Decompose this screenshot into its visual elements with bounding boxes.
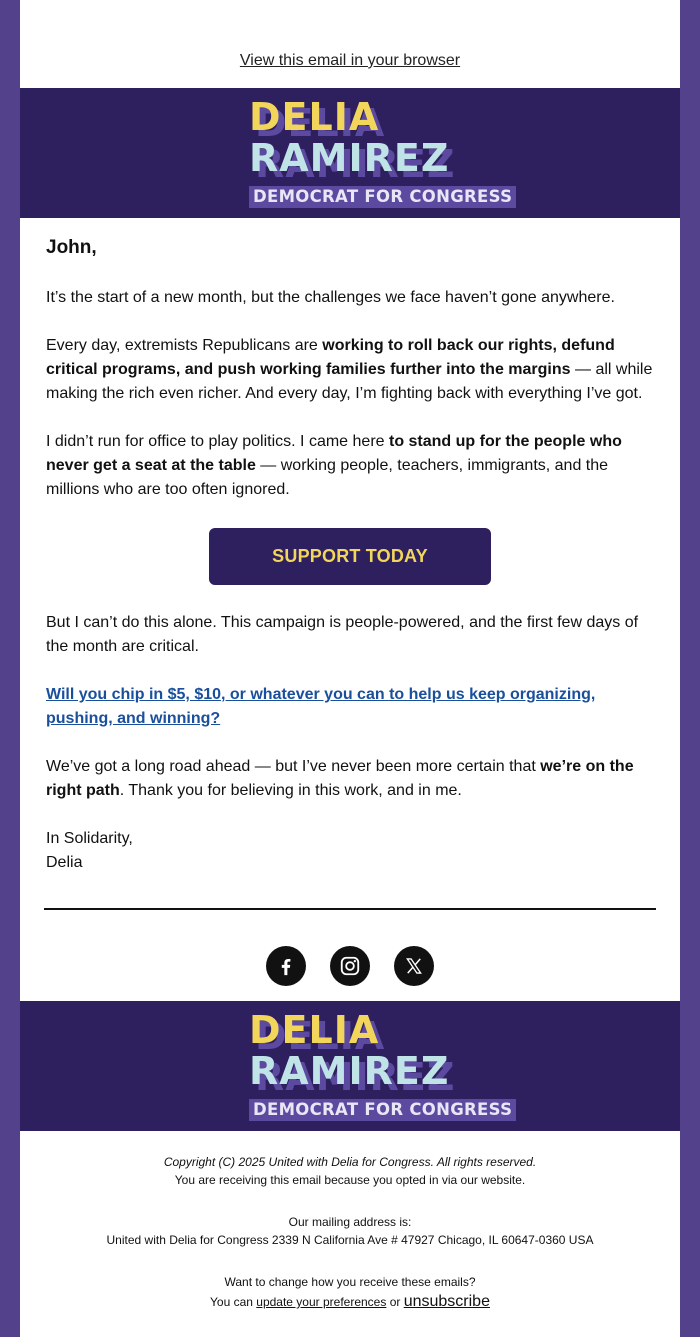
greeting: John,	[46, 237, 97, 258]
header-logo-band	[20, 88, 680, 218]
campaign-logo	[249, 95, 513, 210]
paragraph-6-bold: we’re on the right path	[46, 758, 634, 799]
logo-first-name: DELIA	[249, 95, 380, 139]
update-preferences-link[interactable]: update your preferences	[256, 1295, 387, 1309]
unsubscribe-link[interactable]: unsubscribe	[403, 1293, 490, 1310]
paragraph-4: But I can’t do this alone. This campaign is people-powered, and the first few days of the month are critical.	[46, 614, 639, 655]
chip-in-link[interactable]: Will you chip in $5, $10, or whatever you can to help us keep organizing, pushing, and winning?	[46, 686, 596, 727]
paragraph-2-end: — all while making the rich even richer. And every day, I’m fighting back with everything I’ve got.	[46, 361, 653, 402]
paragraph-5	[46, 683, 658, 731]
support-today-button[interactable]: SUPPORT TODAY	[209, 528, 491, 585]
logo-tagline: DEMOCRAT FOR CONGRESS	[249, 186, 516, 208]
paragraph-3-bold: to stand up for the people who never get a seat at the table	[46, 433, 622, 474]
you-can-text: You can	[210, 1295, 257, 1309]
logo-tagline: DEMOCRAT FOR CONGRESS	[249, 1099, 516, 1121]
logo-first-name: DELIA	[249, 1008, 380, 1052]
copyright: Copyright (C) 2025 United with Delia for Congress. All rights reserved.	[163, 1155, 537, 1169]
paragraph-2	[46, 334, 658, 406]
or-text: or	[386, 1295, 404, 1309]
footer-logo-band	[20, 1001, 680, 1131]
change-prompt: Want to change how you receive these emails?	[224, 1275, 476, 1289]
logo-last-name: RAMIREZ	[249, 136, 450, 180]
paragraph-1: It’s the start of a new month, but the challenges we face haven’t gone anywhere.	[46, 289, 615, 306]
facebook-icon[interactable]	[266, 946, 306, 986]
paragraph-6-text: We’ve got a long road ahead — but I’ve never been more certain that	[46, 758, 541, 775]
opt-in-reason: You are receiving this email because you opted in via our website.	[174, 1173, 526, 1187]
paragraph-2-bold: working to roll back our rights, defund critical programs, and push working families further into the margins	[46, 337, 615, 378]
preferences-line	[20, 1293, 680, 1311]
social-links	[20, 946, 680, 986]
address-label: Our mailing address is:	[288, 1215, 412, 1229]
paragraph-3-end: — working people, teachers, immigrants, and the millions who are too often ignored.	[46, 457, 609, 498]
logo-last-name: RAMIREZ	[249, 1049, 450, 1093]
signoff: In Solidarity,	[46, 830, 133, 847]
signoff-block	[46, 827, 658, 875]
x-icon[interactable]	[394, 946, 434, 986]
paragraph-6-end: . Thank you for believing in this work, and in me.	[119, 782, 462, 799]
view-in-browser-link[interactable]: View this email in your browser	[239, 52, 461, 69]
paragraph-2-text: Every day, extremists Republicans are	[46, 337, 323, 354]
mailing-address: United with Delia for Congress 2339 N California Ave # 47927 Chicago, IL 60647-0360 USA	[106, 1233, 594, 1247]
signature: Delia	[46, 854, 83, 871]
instagram-icon[interactable]	[330, 946, 370, 986]
paragraph-3	[46, 430, 658, 502]
paragraph-6	[46, 755, 658, 803]
paragraph-3-text: I didn’t run for office to play politics. I came here	[46, 433, 389, 450]
email-page	[20, 0, 680, 1337]
campaign-logo-footer	[249, 1008, 513, 1123]
divider	[44, 908, 656, 910]
